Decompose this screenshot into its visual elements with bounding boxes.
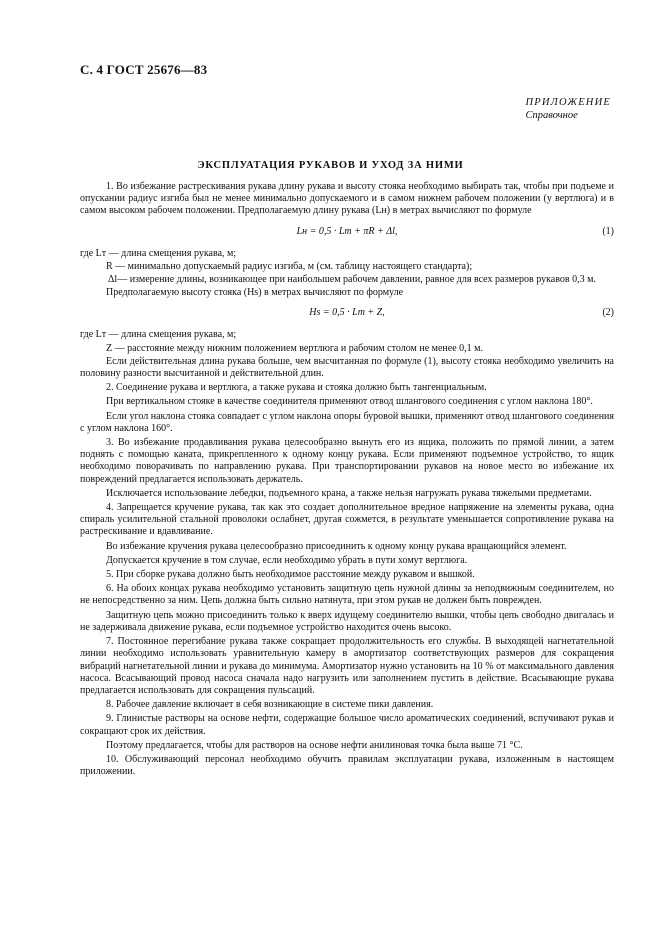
formula-2 xyxy=(80,303,614,325)
paragraph-3: Если действительная длина рукава больше, чем высчитанная по формуле (1), высоту стояка необходимо увеличить на половину разности высчитанной и действительной длин. xyxy=(80,355,614,380)
paragraph-5: При вертикальном стояке в качестве соединителя применяют отвод шлангового соединения с углом наклона 180°. xyxy=(106,396,593,408)
formula-2-expression: Hs = 0,5 · Lт + Z, xyxy=(309,307,385,319)
formula-1-expression: Lн = 0,5 · Lт + πR + Δl, xyxy=(296,225,398,237)
paragraph-4: 2. Соединение рукава и вертлюга, а также рукава и стояка должно быть тангенциальным. xyxy=(106,382,487,394)
where-1-r: R — минимально допускаемый радиус изгиба, м (см. таблицу настоящего стандарта); xyxy=(106,260,473,272)
formula-1-number: (1) xyxy=(602,225,614,237)
appendix-sublabel: Справочное xyxy=(525,110,578,121)
paragraph-17: 9. Глинистые растворы на основе нефти, содержащие большое число ароматических соединений, вспучивают рукав и сокращают срок их действия. xyxy=(80,713,614,737)
formula-1 xyxy=(80,222,614,244)
page-header: С. 4 ГОСТ 25676—83 xyxy=(80,62,208,77)
paragraph-8: Исключается использование лебедки, подъемного крана, а также нельзя нагружать рукава тяжелыми предметами. xyxy=(106,487,592,499)
paragraph-12: 5. При сборке рукава должно быть необходимое расстояние между рукавом и вышкой. xyxy=(106,569,475,581)
paragraph-19: 10. Обслуживающий персонал необходимо обучить правилам эксплуатации рукава, изложенным в настоящем приложении. xyxy=(80,753,614,778)
paragraph-13: 6. На обоих концах рукава необходимо установить защитную цепь нужной длины за неподвижным соединителем, но не непосредственно за ним. Цепь должна быть сильно натянута, при этом рукав не должен быть поврежден. xyxy=(80,583,614,607)
document-body xyxy=(80,181,614,780)
paragraph-15: 7. Постоянное перегибание рукава также сокращает продолжительность его службы. В выходящей нагнетательной линии необходимо использовать уравнительную камеру в амортизатор соответствующих размеров для сокращения вибраций нагнетательной линии и рукава до минимума. Амортизатор нужно установить на 10 % от максимального давления насоса. Всасывающий провод насоса сначала надо нагрузить или заполнением пустить в действие. Всасывающие рукава предлагается использовать для сокращения пульсаций. xyxy=(80,636,614,696)
paragraph-1: 1. Во избежание растрескивания рукава длину рукава и высоту стояка необходимо выбирать так, чтобы при подъеме и опускании радиус изгиба был не менее минимально допускаемого и в самом нижнем рабочем положении (у вертлюга) и в самом высоком рабочем положении. Предполагаемую длину рукава (Lн) в метрах вычисляют по формуле xyxy=(80,181,614,217)
paragraph-7: 3. Во избежание продавливания рукава целесообразно вынуть его из ящика, положить по прямой линии, а затем поднять с помощью каната, прикрепленного к одному концу рукава. Если применяют подъемное устройство, то ящик необходимо поворачивать по направлению рукава. При транспортировании рукавов на новое место во избежание их повреждений предлагается использовать держатель. xyxy=(80,437,614,485)
appendix-label: ПРИЛОЖЕНИЕ xyxy=(525,97,611,108)
paragraph-11: Допускается кручение в том случае, если необходимо убрать в пути хомут вертлюга. xyxy=(106,554,468,566)
paragraph-9: 4. Запрещается кручение рукава, так как это создает дополнительное вредное напряжение на элементы рукава, одна спираль усилительной стальной проволоки ослабнет, другая сожмется, в результате уменьшается сопротивление рукава на растрескивание и вдавливание. xyxy=(80,502,614,538)
where-1-dl: Δl— измерение длины, возникающее при наибольшем рабочем давлении, равное для всех размеров рукавов 0,3 м. xyxy=(108,274,596,286)
paragraph-10: Во избежание кручения рукава целесообразно присоединить к одному концу рукава вращающийся элемент. xyxy=(106,540,567,552)
where-2-z: Z — расстояние между нижним положением вертлюга и рабочим столом не менее 0,1 м. xyxy=(106,342,483,354)
formula-2-number: (2) xyxy=(602,307,614,319)
paragraph-6: Если угол наклона стояка совпадает с углом наклона опоры буровой вышки, применяют отвод шлангового соединения с углом наклона 160°. xyxy=(80,410,614,434)
paragraph-2: Предполагаемую высоту стояка (Hs) в метрах вычисляют по формуле xyxy=(106,287,404,299)
paragraph-14: Защитную цепь можно присоединить только к вверх идущему соединителю вышки, чтобы цепь свободно двигалась и не задерживала движение рукава, если подъемное устройство находится очень высоко. xyxy=(80,609,614,633)
paragraph-18: Поэтому предлагается, чтобы для растворов на основе нефти анилиновая точка была выше 71 °С. xyxy=(106,739,523,751)
paragraph-16: 8. Рабочее давление включает в себя возникающие в системе пики давления. xyxy=(106,699,434,711)
section-title: ЭКСПЛУАТАЦИЯ РУКАВОВ И УХОД ЗА НИМИ xyxy=(197,160,464,171)
where-1-lead: где Lт — длина смещения рукава, м; xyxy=(80,247,237,259)
appendix-label-block xyxy=(526,96,612,122)
where-2-lead: где Lт — длина смещения рукава, м; xyxy=(80,329,237,341)
